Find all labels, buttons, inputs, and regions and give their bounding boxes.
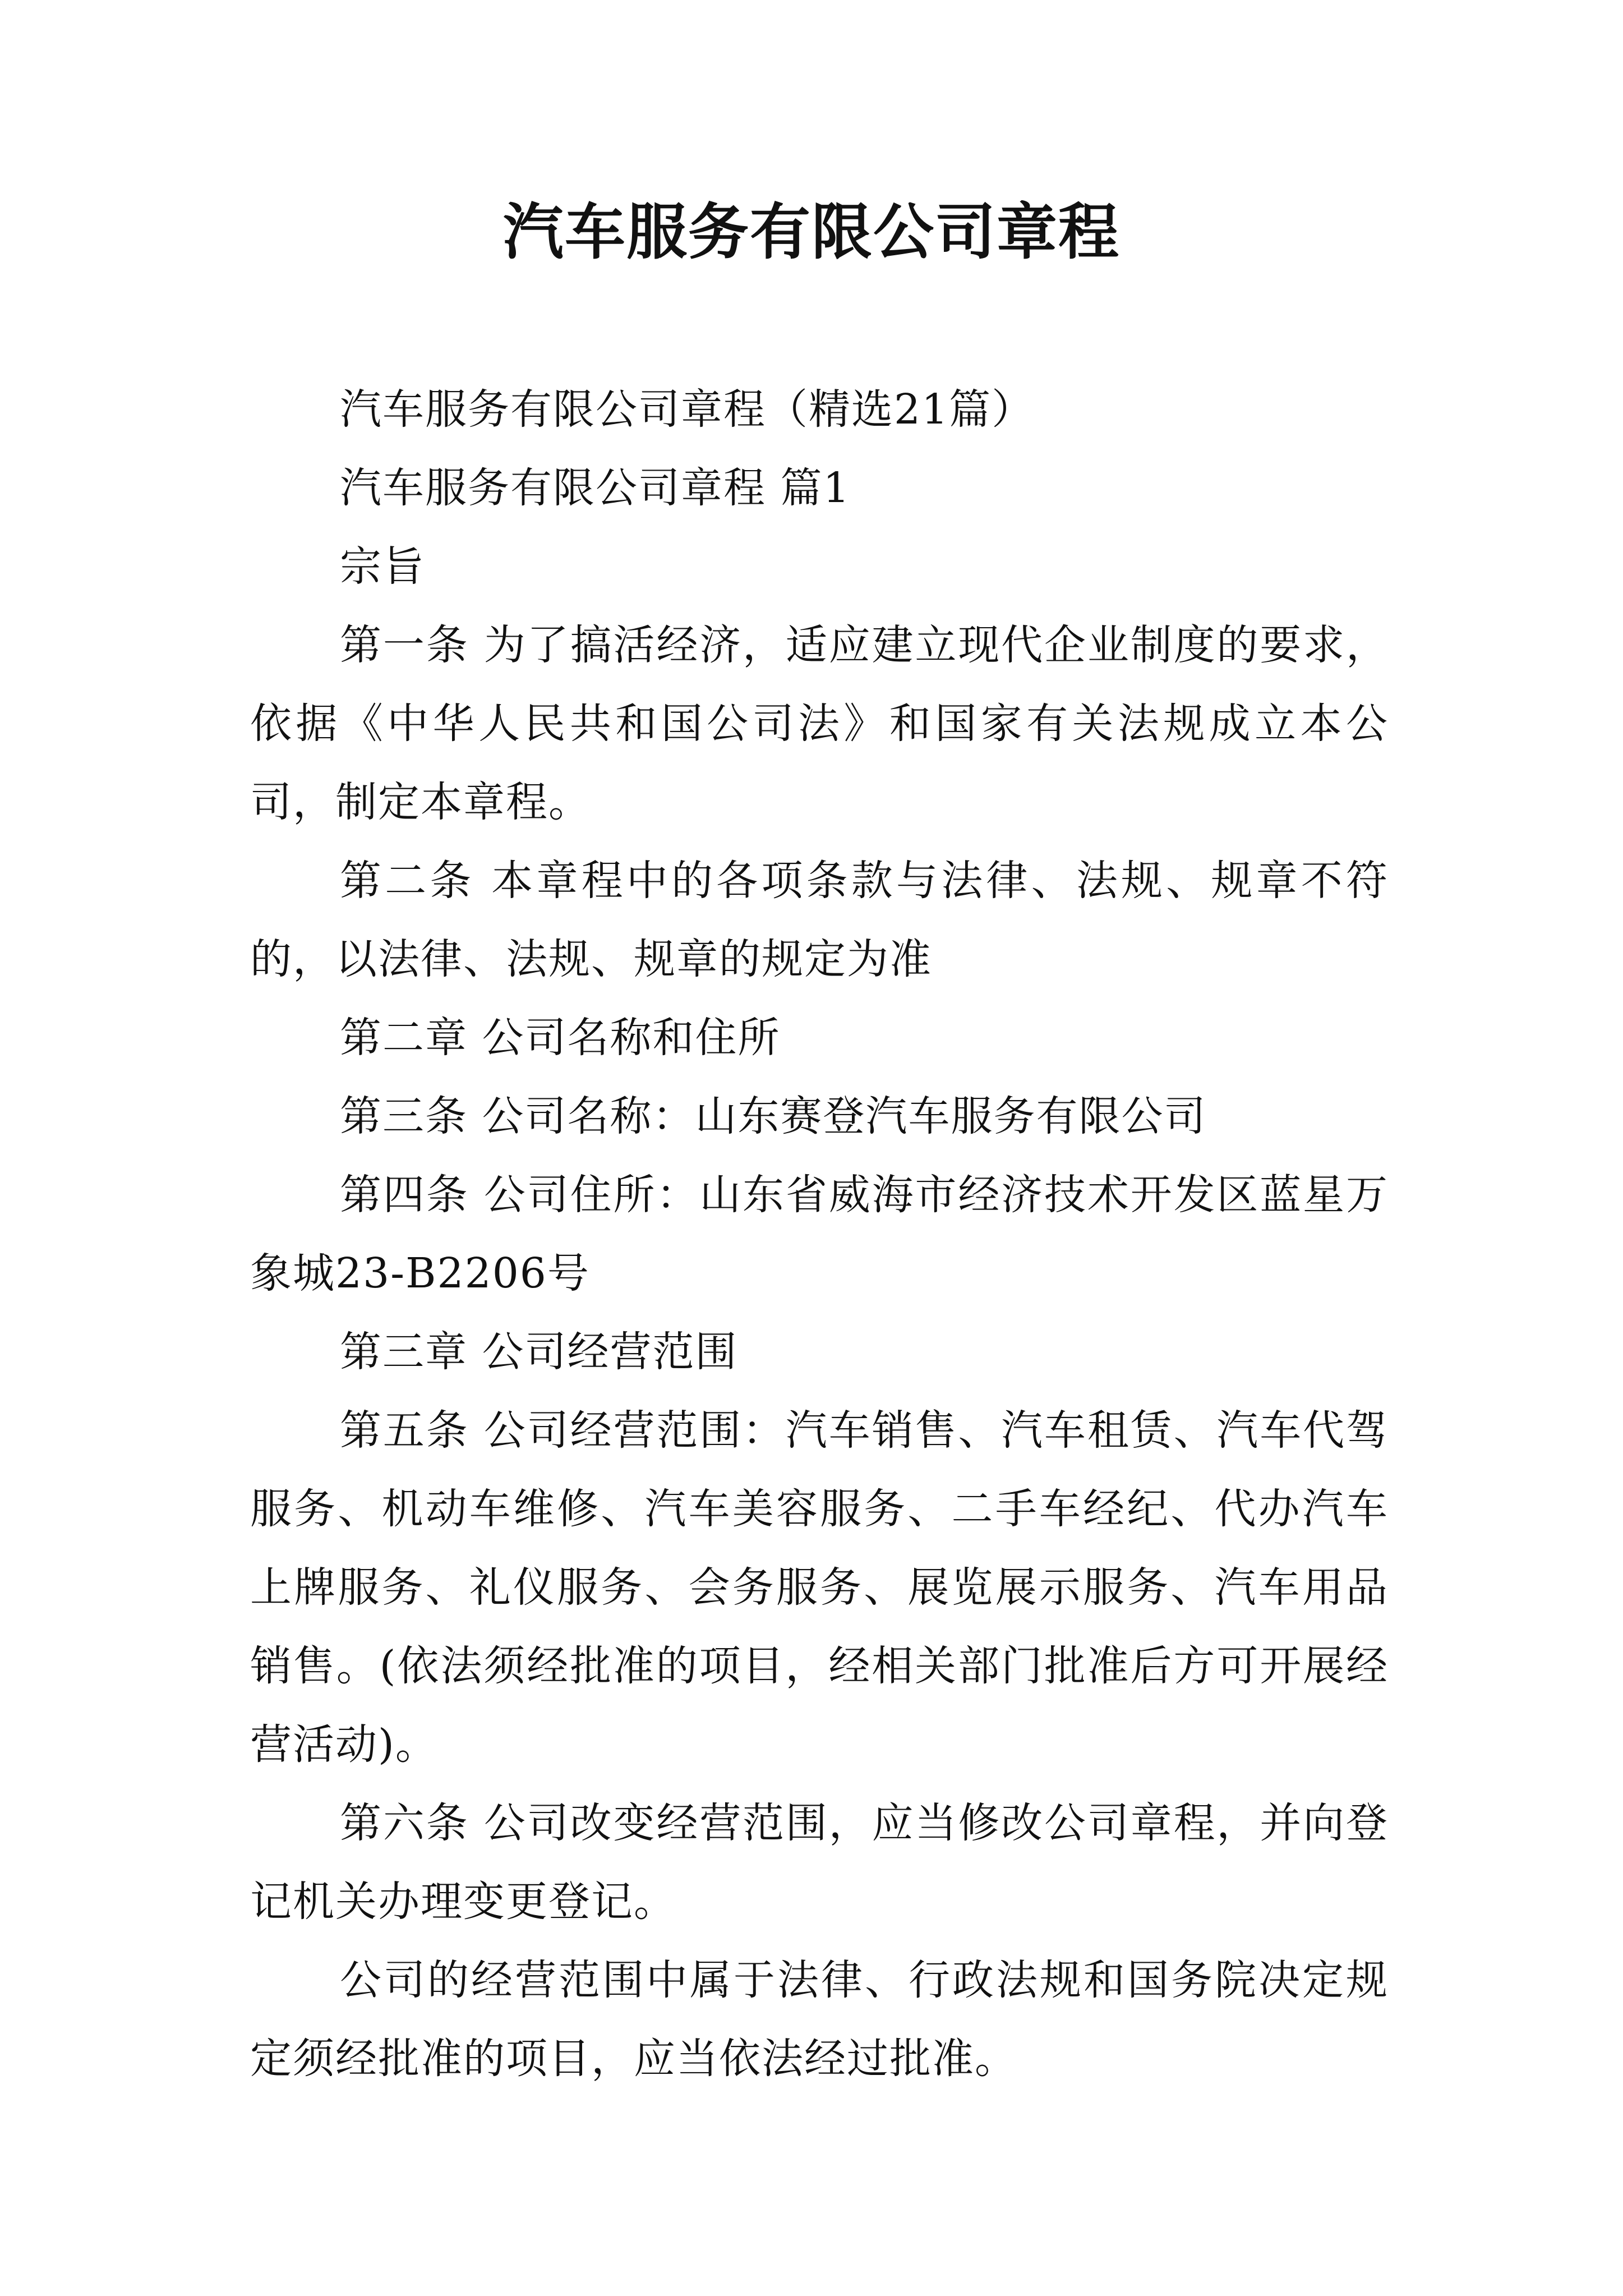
- paragraph-article-1: 第一条 为了搞活经济，适应建立现代企业制度的要求，依据《中华人民共和国公司法》和国家有关法规成立本公司，制定本章程。: [250, 621, 1389, 826]
- paragraph-subtitle: 汽车服务有限公司章程（精选21篇）: [340, 385, 1035, 434]
- paragraph-article-3: 第三条 公司名称：山东赛登汽车服务有限公司: [340, 1092, 1207, 1140]
- paragraph-article-2: 第二条 本章程中的各项条款与法律、法规、规章不符的，以法律、法规、规章的规定为准: [250, 857, 1389, 983]
- paragraph-article-6: 第六条 公司改变经营范围，应当修改公司章程，并向登记机关办理变更登记。: [250, 1799, 1389, 1926]
- document-title: 汽车服务有限公司章程: [502, 197, 1120, 268]
- paragraph-purpose-heading: 宗旨: [340, 542, 425, 591]
- paragraph-article-4: 第四条 公司住所：山东省威海市经济技术开发区蓝星万象城23-B2206号: [250, 1171, 1389, 1297]
- document-body: [250, 370, 1389, 2098]
- paragraph-chapter-3: 第三章 公司经营范围: [340, 1328, 738, 1376]
- paragraph-chapter-2: 第二章 公司名称和住所: [340, 1014, 781, 1062]
- paragraph-section-heading: 汽车服务有限公司章程 篇1: [340, 464, 851, 512]
- paragraph-approval-note: 公司的经营范围中属于法律、行政法规和国务院决定规定须经批准的项目，应当依法经过批准。: [250, 1956, 1389, 2083]
- paragraph-article-5: 第五条 公司经营范围：汽车销售、汽车租赁、汽车代驾服务、机动车维修、汽车美容服务、二手车经纪、代办汽车上牌服务、礼仪服务、会务服务、展览展示服务、汽车用品销售。(依法须经批准的项目，经相关部门批准后方可开展经营活动)。: [250, 1406, 1389, 1769]
